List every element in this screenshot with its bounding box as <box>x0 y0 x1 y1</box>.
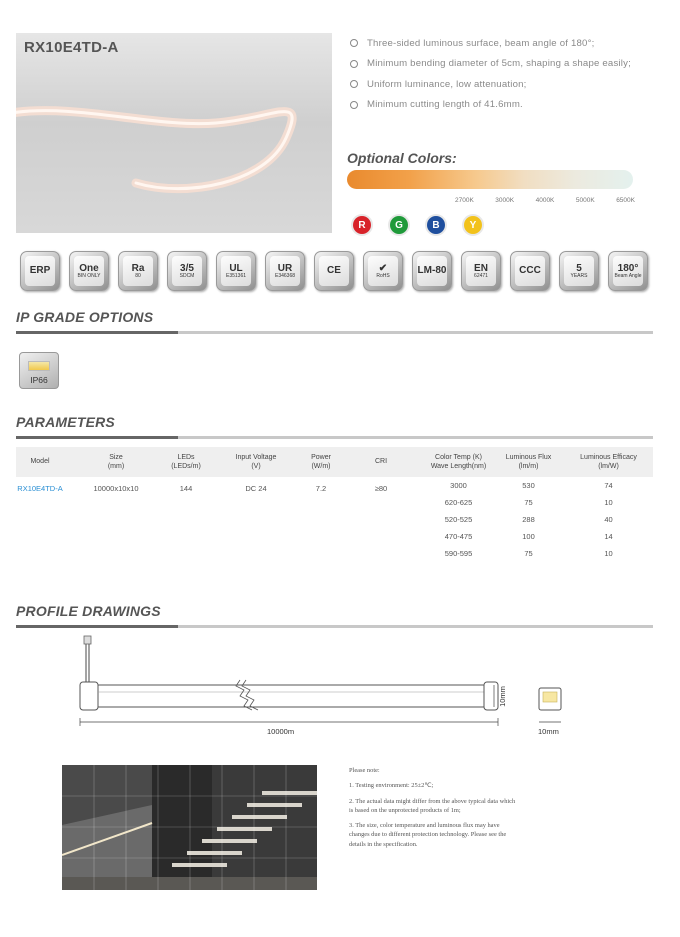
kelvin-label: 5000K <box>575 197 595 204</box>
years-warranty-icon <box>559 251 599 291</box>
cert-sub-text: YEARS <box>570 272 588 279</box>
erp-icon <box>20 251 60 291</box>
ccc-icon <box>510 251 550 291</box>
width-dimension-label: 10mm <box>538 727 559 736</box>
cert-sub-text: SDCM <box>179 272 195 279</box>
blue-color-dot: B <box>427 216 445 234</box>
section-divider <box>16 436 653 439</box>
bullet-icon <box>350 39 358 47</box>
cert-main-text: UL <box>229 262 243 274</box>
parameters-header <box>16 447 653 477</box>
luminous-flux-cell: 530 <box>522 481 535 490</box>
length-dimension-label: 10000m <box>267 727 295 736</box>
note-item: 3. The size, color temperature and luminous flux may have changes due to different protection technology. Please see the details in the specification. <box>349 822 507 848</box>
cert-sub-text: 80 <box>135 272 141 279</box>
luminous-flux-cell: 100 <box>522 532 535 541</box>
ip-rating-label: IP66 <box>30 375 48 385</box>
product-title: RX10E4TD-A <box>24 39 119 56</box>
green-color-dot: G <box>390 216 408 234</box>
cert-sub-text: E351361 <box>225 272 247 279</box>
luminous-efficacy-cell: 10 <box>604 549 613 558</box>
rohs-icon <box>363 251 403 291</box>
cert-badge-face <box>466 256 496 286</box>
yellow-color-dot: Y <box>464 216 482 234</box>
column-header: Input Voltage (V) <box>235 453 277 470</box>
color-temp-cell: 520-525 <box>444 515 473 524</box>
kelvin-label: 4000K <box>535 197 555 204</box>
kelvin-label: 3000K <box>495 197 515 204</box>
luminous-flux-cell: 75 <box>524 498 533 507</box>
cert-sub-text: Beam Angle <box>614 272 642 279</box>
sdcm-icon <box>167 251 207 291</box>
lm80-icon <box>412 251 452 291</box>
ip66-badge <box>19 352 59 389</box>
en62471-icon <box>461 251 501 291</box>
section-divider <box>16 625 653 628</box>
kelvin-labels <box>455 197 635 204</box>
lit-staircase-scene <box>62 765 317 890</box>
cert-main-text: CE <box>327 265 341 276</box>
certification-row <box>20 251 648 291</box>
profile-drawings-title: PROFILE DRAWINGS <box>16 603 161 619</box>
bullet-icon <box>350 80 358 88</box>
red-color-dot: R <box>353 216 371 234</box>
cert-badge-face <box>25 256 55 286</box>
cert-sub-text: RoHS <box>376 272 390 279</box>
cert-badge-face <box>221 256 251 286</box>
column-header: Power (W/m) <box>311 453 331 470</box>
cert-badge-face <box>515 256 545 286</box>
column-header: CRI <box>374 458 388 466</box>
ra80-icon <box>118 251 158 291</box>
cert-badge-face <box>270 256 300 286</box>
cert-badge-face <box>123 256 153 286</box>
cert-main-text: One <box>79 262 99 274</box>
cert-sub-text: 62471 <box>474 272 488 279</box>
kelvin-label: 6500K <box>616 197 635 204</box>
column-header: Luminous Flux (lm/m) <box>505 453 552 470</box>
cert-main-text: Ra <box>131 262 145 274</box>
ul-listed-icon <box>216 251 256 291</box>
kelvin-label: 2700K <box>455 197 474 204</box>
model-cell: RX10E4TD-A <box>17 484 63 493</box>
bullet-icon <box>350 101 358 109</box>
optional-colors-title: Optional Colors: <box>347 150 457 166</box>
strip-side-view <box>16 630 656 750</box>
ul-recognized-icon <box>265 251 305 291</box>
feature-item: Minimum cutting length of 41.6mm. <box>350 95 670 116</box>
luminous-efficacy-cell: 40 <box>604 515 613 524</box>
cert-main-text: 3/5 <box>180 262 194 274</box>
notes <box>349 766 519 855</box>
ce-icon <box>314 251 354 291</box>
cert-badge-face <box>564 256 594 286</box>
column-header: Model <box>30 458 50 466</box>
parameters-title: PARAMETERS <box>16 414 115 430</box>
color-temp-cell: 470-475 <box>444 532 473 541</box>
product-photo <box>16 33 332 233</box>
beam-angle-icon <box>608 251 648 291</box>
one-bin-icon <box>69 251 109 291</box>
bullet-icon <box>350 60 358 68</box>
feature-item: Three-sided luminous surface, beam angle of 180°; <box>350 33 670 54</box>
size-cell: 10000x10x10 <box>93 484 139 493</box>
profile-drawing <box>16 630 656 750</box>
color-temp-cell: 3000 <box>450 481 467 490</box>
feature-item: Uniform luminance, low attenuation; <box>350 74 670 95</box>
lamp-icon <box>28 361 50 371</box>
note-item: 1. Testing environment: 25±2℃; <box>349 782 434 790</box>
neon-strip-curve <box>16 33 332 233</box>
height-dimension-label: 10mm <box>497 686 507 707</box>
note-item: 2. The actual data might differ from the above typical data which is based on the unprotected products of 1m; <box>349 797 516 814</box>
notes-title: Please note: <box>349 767 380 774</box>
cert-main-text: 5 <box>576 262 582 274</box>
luminous-flux-cell: 75 <box>524 549 533 558</box>
parameters-body <box>16 477 653 567</box>
section-divider <box>16 331 653 334</box>
voltage-cell: DC 24 <box>245 484 267 493</box>
leds-cell: 144 <box>179 484 193 493</box>
cri-cell: ≥80 <box>374 484 388 493</box>
application-photo <box>62 765 317 890</box>
column-header: LEDs (LEDs/m) <box>171 453 201 470</box>
cert-badge-face <box>319 256 349 286</box>
rgby-color-options <box>353 216 482 234</box>
cert-main-text: LM-80 <box>417 265 447 276</box>
cert-main-text: ✔ <box>378 262 388 274</box>
cert-badge-face <box>613 256 643 286</box>
cert-badge-face <box>74 256 104 286</box>
feature-item: Minimum bending diameter of 5cm, shaping a shape easily; <box>350 54 670 75</box>
column-header: Size (mm) <box>107 453 125 470</box>
color-temp-cell: 620-625 <box>444 498 473 507</box>
luminous-efficacy-cell: 10 <box>604 498 613 507</box>
luminous-flux-cell: 288 <box>522 515 535 524</box>
cert-badge-face <box>417 256 447 286</box>
luminous-efficacy-cell: 14 <box>604 532 613 541</box>
cert-main-text: 180° <box>617 262 639 274</box>
luminous-efficacy-cell: 74 <box>604 481 613 490</box>
cert-sub-text: E346368 <box>274 272 296 279</box>
cert-main-text: EN <box>474 262 488 274</box>
cert-main-text: UR <box>277 262 293 274</box>
color-temperature-gradient <box>347 170 633 189</box>
cert-badge-face <box>172 256 202 286</box>
feature-list <box>350 33 670 115</box>
cert-main-text: CCC <box>519 265 541 276</box>
color-temp-cell: 590-595 <box>444 549 473 558</box>
column-header: Luminous Efficacy (lm/W) <box>580 453 637 470</box>
cert-badge-face <box>368 256 398 286</box>
power-cell: 7.2 <box>315 484 327 493</box>
cert-sub-text: BIN ONLY <box>77 272 101 279</box>
cert-main-text: ERP <box>29 265 51 276</box>
column-header: Color Temp (K) Wave Length(nm) <box>430 453 487 470</box>
ip-grade-title: IP GRADE OPTIONS <box>16 309 154 325</box>
